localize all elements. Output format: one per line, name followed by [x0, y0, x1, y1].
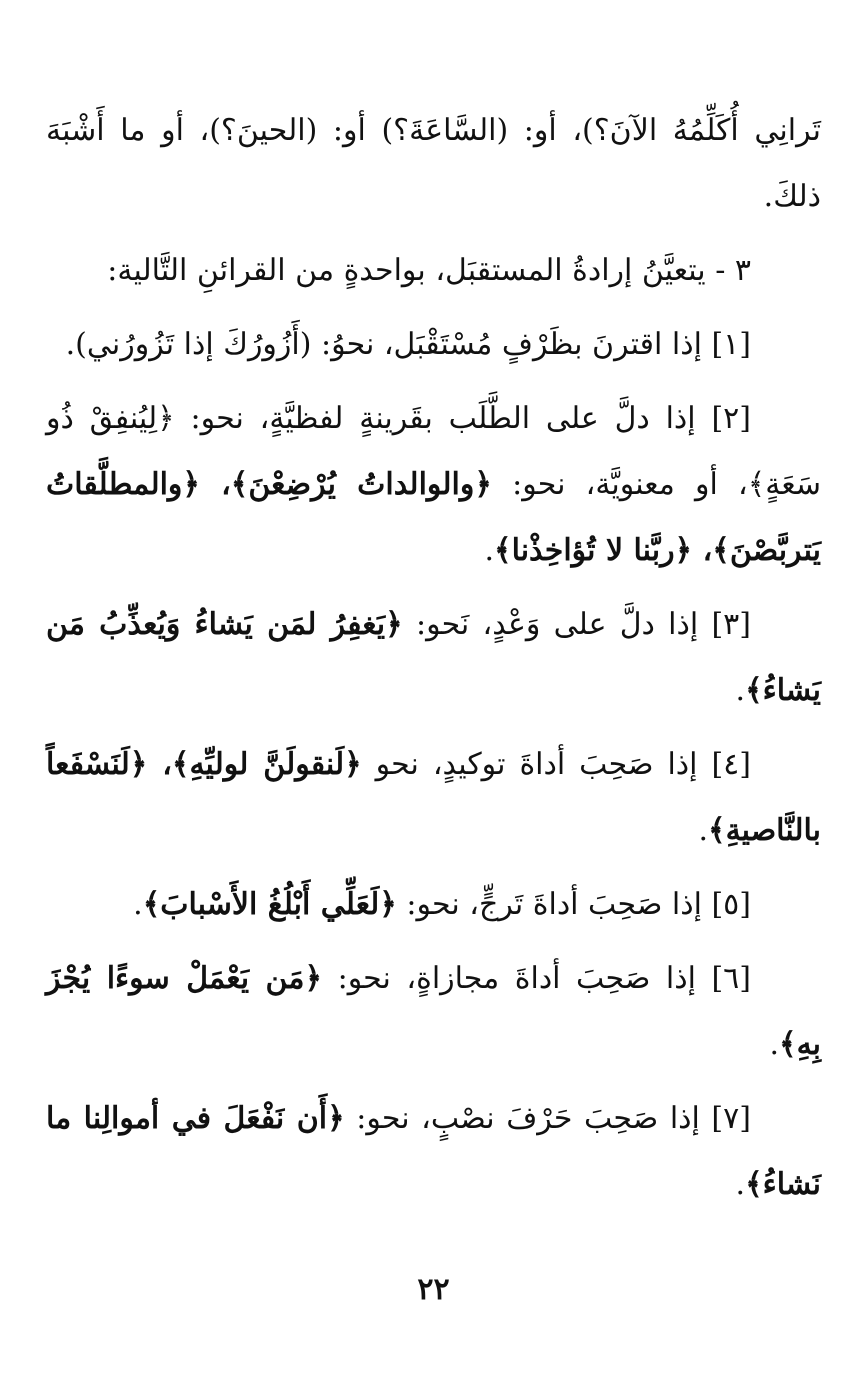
paragraph-text: [٥] إذا صَحِبَ أداةَ تَرجٍّ، نحو: [396, 887, 751, 922]
paragraph-item-7 [46, 1086, 821, 1218]
quran-quote: ﴿يَغفِرُ لمَن يَشاءُ وَيُعذِّبُ مَن يَشاءُ﴾ [46, 607, 821, 708]
quran-quote: ﴿لَنقولَنَّ لوليِّهِ﴾، ﴿لَنَسْفَعاً بالنَّاصيةِ﴾ [46, 747, 821, 848]
quran-quote: ﴿لَعَلِّي أَبْلُغُ الأَسْبابَ﴾ [142, 887, 397, 922]
paragraph-text: [٢] إذا دلَّ على الطَّلَب بقَرينةٍ لفظيَّةٍ، نحو: ﴿لِيُنفِقْ ذُو سَعَةٍ﴾، أو معنويَّة، نحو: [46, 401, 821, 502]
page-number: ٢٢ [417, 1272, 450, 1307]
paragraph-item-3 [46, 592, 821, 724]
paragraph-text: [٦] إذا صَحِبَ أداةَ مجازاةٍ، نحو: [322, 961, 751, 996]
paragraph-continuation [46, 98, 821, 230]
paragraph-end: . [484, 533, 494, 568]
paragraph-text: تَرانِي أُكَلِّمُهُ الآنَ؟)، أو: (السَّاعَةَ؟) أو: (الحينَ؟)، أو ما أَشْبَهَ ذلكَ. [46, 113, 821, 214]
paragraph-text: [١] إذا اقترنَ بظَرْفٍ مُسْتَقْبَل، نحوُ: (أَزُورُكَ إذا تَزُورُني). [65, 327, 751, 362]
quran-quote: ﴿والوالداتُ يُرْضِعْنَ﴾، ﴿والمطلَّقاتُ يَتربَّصْنَ﴾، ﴿ربَّنا لا تُؤاخِذْنا﴾ [46, 467, 821, 568]
paragraph-item-5 [46, 872, 821, 938]
paragraph-section-3-intro [46, 238, 821, 304]
quran-quote: ﴿مَن يَعْمَلْ سوءًا يُجْزَ بِهِ﴾ [46, 961, 821, 1062]
paragraph-end: . [735, 1167, 746, 1202]
quran-quote: ﴿أَن نَفْعَلَ في أموالِنا ما نَشاءُ﴾ [46, 1101, 821, 1202]
paragraph-item-2 [46, 386, 821, 584]
paragraph-end: . [698, 813, 708, 848]
paragraph-end: . [735, 673, 746, 708]
paragraph-end: . [133, 887, 143, 922]
paragraph-text: ٣ - يتعيَّنُ إرادةُ المستقبَل، بواحدةٍ من القرائنِ التَّالية: [107, 253, 751, 288]
paragraph-item-1 [46, 312, 821, 378]
paragraph-item-6 [46, 946, 821, 1078]
paragraph-end: . [769, 1027, 779, 1062]
paragraph-text: [٤] إذا صَحِبَ أداةَ توكيدٍ، نحو [361, 747, 752, 782]
page-body [46, 98, 821, 1226]
paragraph-item-4 [46, 732, 821, 864]
paragraph-text: [٣] إذا دلَّ على وَعْدٍ، نَحو: [402, 607, 751, 642]
paragraph-text: [٧] إذا صَحِبَ حَرْفَ نصْبٍ، نحو: [344, 1101, 751, 1136]
